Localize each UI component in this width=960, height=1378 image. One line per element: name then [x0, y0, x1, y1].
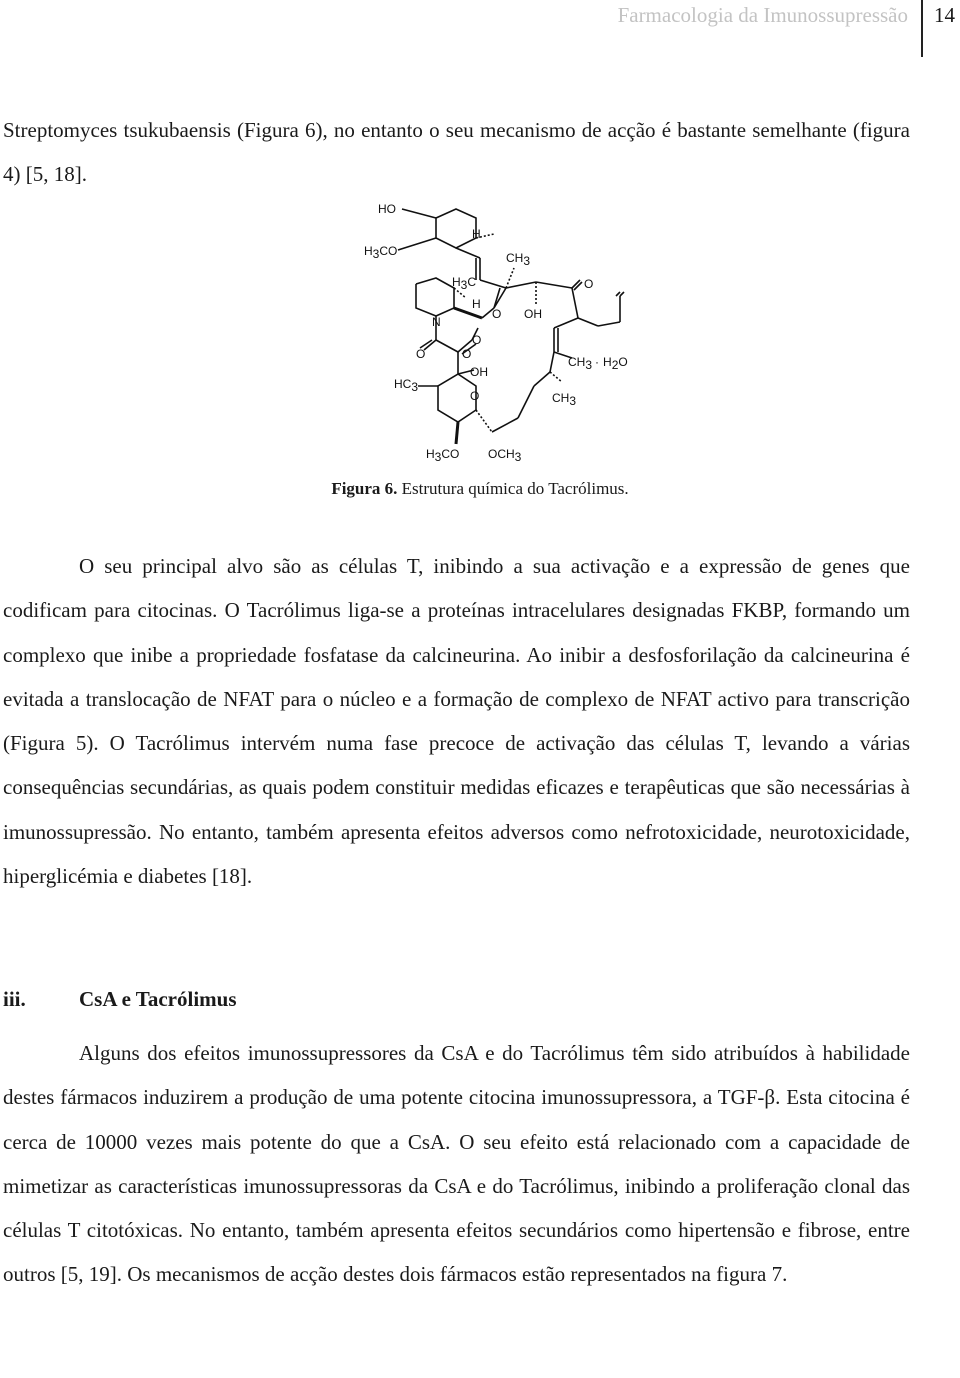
page-number: 14 — [934, 3, 955, 27]
body-paragraph-2: Alguns dos efeitos imunossupressores da CsA e do Tacrólimus têm sido atribuídos à habilidade destes fármacos induzirem a produção de uma potente citocina imunossupressora, a TGF-β. Esta citocina é cerca de 10000 vezes mais potente do que a CsA. O seu efeito está relacionado com a capacidade de mimetizar as características imunossupressoras da CsA e do Tacrólimus, inibindo a proliferação clonal das células T citotóxicas. No entanto, também apresenta efeitos secundários como hipertensão e fibrose, entre outros [5, 19]. Os mecanismos de acção destes dois fármacos estão representados na figura 7. — [3, 1041, 910, 1287]
atom-label-oh-mid: OH — [524, 307, 542, 321]
atom-label-och3: OCH3 — [488, 447, 522, 464]
section-heading — [3, 987, 237, 1012]
body-paragraph-1: O seu principal alvo são as células T, inibindo a sua activação e a expressão de genes que codificam para citocinas. O Tacrólimus liga-se a proteínas intracelulares designadas FKBP, formando um complexo que inibe a propriedade fosfatase da calcineurina. Ao inibir a desfosforilação da calcineurina é evitada a translocação de NFAT para o núcleo e a formação de complexo de NFAT activo para transcrição (Figura 5). O Tacrólimus intervém numa fase precoce de activação das células T, levando a várias consequências secundárias, as quais podem constituir medidas eficazes e terapêuticas que são necessárias à imunossupressão. No entanto, também apresenta efeitos adversos como nefrotoxicidade, neurotoxicidade, hiperglicémia e diabetes [18]. — [3, 554, 910, 889]
header-divider — [921, 0, 923, 57]
atom-label-oh-low: OH — [470, 365, 488, 379]
atom-label-ch3-h2o: CH3 · H2O — [568, 355, 628, 372]
atom-label-ch3-low: CH3 — [552, 391, 577, 408]
figure-caption — [0, 479, 960, 499]
chemical-structure-figure — [358, 196, 638, 472]
atom-label-h3co-top: H3CO — [364, 244, 398, 261]
atom-label-hc3: HC3 — [394, 377, 419, 394]
atom-label-o-left: O — [416, 347, 426, 361]
atom-label-h3co-bottom: H3CO — [426, 447, 460, 464]
running-title: Farmacologia da Imunossupressão — [617, 3, 908, 27]
section-title: CsA e Tacrólimus — [79, 987, 237, 1011]
intro-paragraph: Streptomyces tsukubaensis (Figura 6), no entanto o seu mecanismo de acção é bastante semelhante (figura 4) [5, 18]. — [3, 118, 910, 187]
atom-label-h3c: H3C — [452, 275, 477, 292]
atom-label-ch3-top: CH3 — [506, 251, 531, 268]
atom-label-h-mid: H — [472, 297, 481, 311]
structure-atom-labels — [364, 202, 628, 464]
atom-label-n: N — [432, 315, 441, 329]
tacrolimus-structure-diagram — [358, 196, 638, 472]
atom-label-ho: HO — [378, 202, 396, 216]
figure-caption-text: Estrutura química do Tacrólimus. — [397, 479, 629, 498]
page-header — [0, 0, 960, 60]
atom-label-o-low: O — [470, 389, 480, 403]
atom-label-o-mid: O — [492, 307, 502, 321]
atom-label-o-ester: O — [462, 347, 472, 361]
atom-label-o-ketone: O — [584, 277, 594, 291]
atom-label-h-top: H — [472, 227, 481, 241]
figure-caption-label: Figura 6. — [331, 479, 398, 498]
atom-label-o-ring: O — [472, 333, 482, 347]
section-number: iii. — [3, 987, 26, 1011]
